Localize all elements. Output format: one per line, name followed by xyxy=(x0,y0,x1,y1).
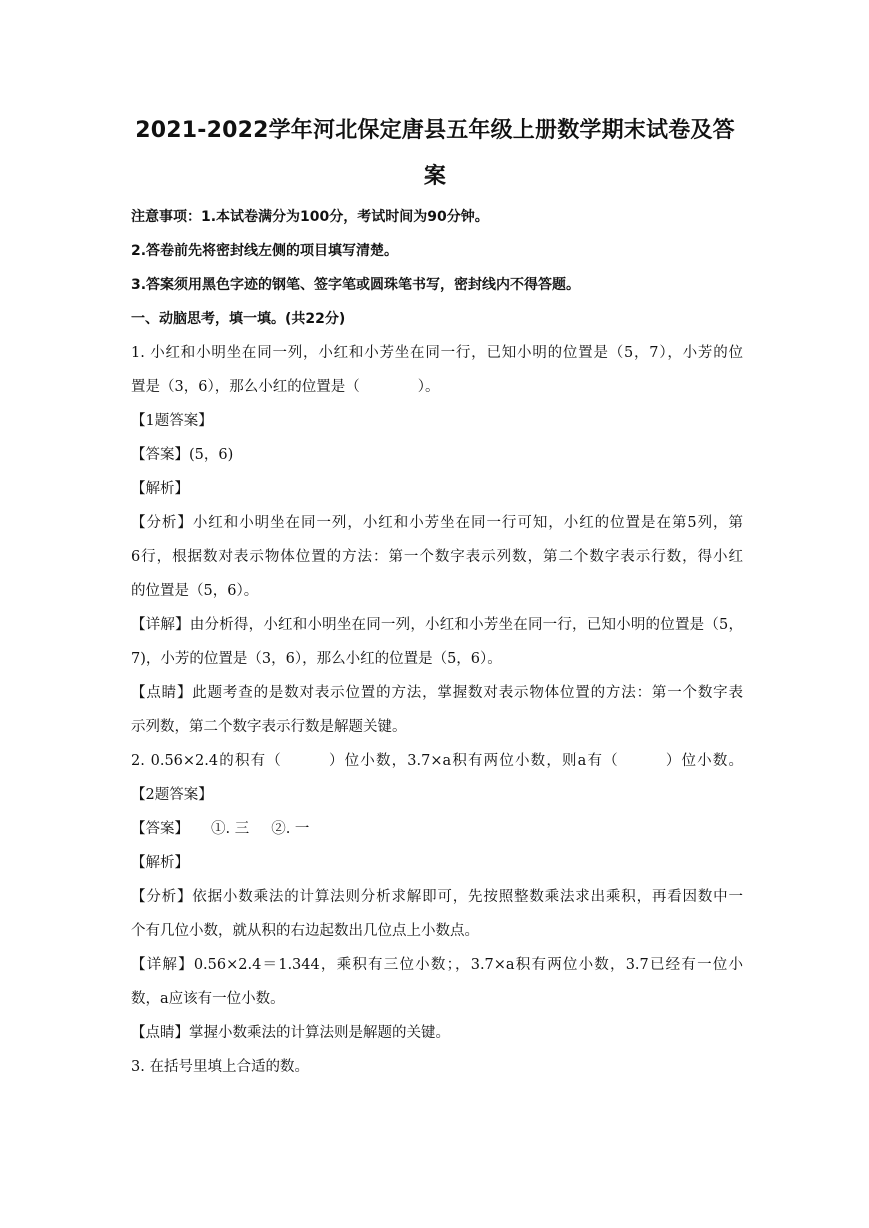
q1-analysis-line1: 【分析】小红和小明坐在同一列，小红和小芳坐在同一行可知，小红的位置是在第5列，第 xyxy=(131,515,743,531)
q2-text-line1: 2. 0.56×2.4的积有（ ）位小数，3.7×a积有两位小数，则a有（ ）位小数。 xyxy=(131,753,743,769)
q2-detail-line2: 数，a应该有一位小数。 xyxy=(131,991,285,1007)
q1-text-line2: 置是（3，6），那么小红的位置是（ ）。 xyxy=(131,379,440,395)
q2-analysis-header: 【解析】 xyxy=(131,855,189,871)
q1-detail-line2: 7)，小芳的位置是（3，6），那么小红的位置是（5，6）。 xyxy=(131,651,502,667)
q2-comment-line1: 【点睛】掌握小数乘法的计算法则是解题的关键。 xyxy=(131,1025,450,1041)
document-title-line1: 2021-2022学年河北保定唐县五年级上册数学期末试卷及答 xyxy=(135,118,735,143)
q2-answer-2: ②. 一 xyxy=(271,821,310,837)
q1-analysis-header: 【解析】 xyxy=(131,481,189,497)
q1-analysis-line2: 6行，根据数对表示物体位置的方法：第一个数字表示列数，第二个数字表示行数，得小红 xyxy=(131,549,743,565)
q2-analysis-line1: 【分析】依据小数乘法的计算法则分析求解即可，先按照整数乘法求出乘积，再看因数中一 xyxy=(131,889,743,905)
q2-answer-header: 【2题答案】 xyxy=(131,787,213,803)
note-1: 注意事项：1.本试卷满分为100分，考试时间为90分钟。 xyxy=(131,209,489,225)
q3-text-line1: 3. 在括号里填上合适的数。 xyxy=(131,1059,309,1075)
q1-answer: 【答案】(5，6) xyxy=(131,447,234,463)
q1-text-line1: 1. 小红和小明坐在同一列，小红和小芳坐在同一行，已知小明的位置是（5，7），小芳的位 xyxy=(131,345,743,361)
q1-analysis-line3: 的位置是（5，6）。 xyxy=(131,583,259,599)
q2-detail-line1: 【详解】0.56×2.4＝1.344，乘积有三位小数；，3.7×a积有两位小数，3.7已经有一位小 xyxy=(131,957,743,973)
q1-answer-header: 【1题答案】 xyxy=(131,413,213,429)
note-3: 3.答案须用黑色字迹的钢笔、签字笔或圆珠笔书写，密封线内不得答题。 xyxy=(131,277,581,293)
document-title-line2: 案 xyxy=(423,164,447,189)
q1-comment-line2: 示列数，第二个数字表示行数是解题关键。 xyxy=(131,719,407,735)
q2-analysis-line2: 个有几位小数，就从积的右边起数出几位点上小数点。 xyxy=(131,923,479,939)
document-body xyxy=(131,200,743,1084)
q1-comment-line1: 【点睛】此题考查的是数对表示位置的方法，掌握数对表示物体位置的方法：第一个数字表 xyxy=(131,685,743,701)
q2-answer-1: ①. 三 xyxy=(211,821,250,837)
section-heading: 一、动脑思考，填一填。(共22分) xyxy=(131,311,346,327)
note-2: 2.答卷前先将密封线左侧的项目填写清楚。 xyxy=(131,243,399,259)
q2-answer xyxy=(131,812,743,846)
q1-detail-line1: 【详解】由分析得，小红和小明坐在同一列，小红和小芳坐在同一行，已知小明的位置是（5， xyxy=(131,617,743,633)
q2-answer-label: 【答案】 xyxy=(131,821,189,837)
